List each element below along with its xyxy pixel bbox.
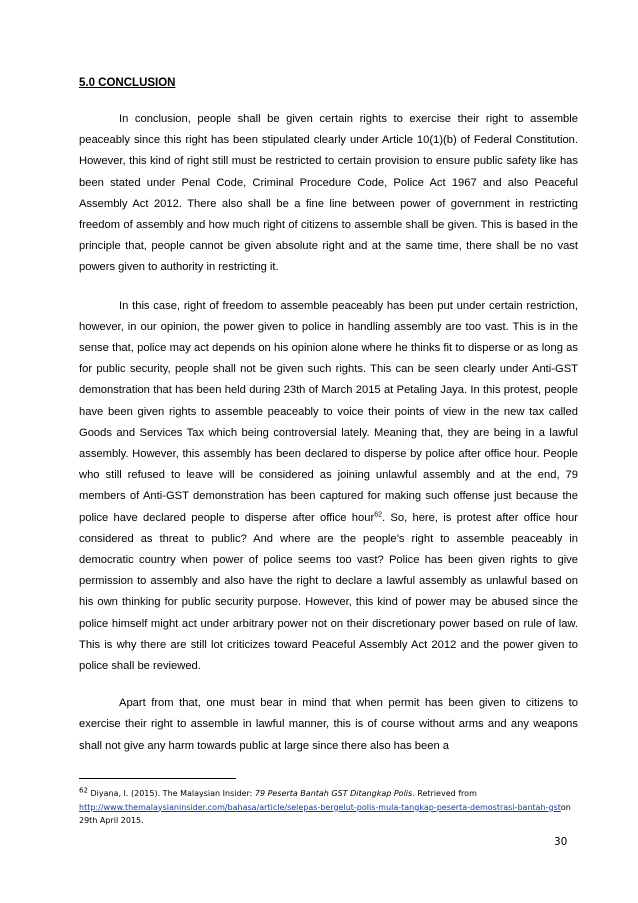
- section-heading: 5.0 CONCLUSION: [79, 77, 176, 89]
- paragraph-1: In conclusion, people shall be given certain rights to exercise their right to assemble peaceably since this right has been stipulated clearly under Article 10(1)(b) of Federal Constitution. However, this kind of right still must be restricted to certain provision to ensure public safety like has been stated under Penal Code, Criminal Procedure Code, Police Act 1967 and also Peaceful Assembly Act 2012. There also shall be a fine line between power of government in restricting freedom of assembly and how much right of citizens to assemble shall be given. This is based in the principle that, people cannot be given absolute right and at the same time, there shall be no vast powers given to authority in restricting it.: [79, 113, 578, 274]
- footnote: [79, 787, 579, 828]
- footnote-reference[interactable]: 62: [374, 510, 382, 518]
- footnote-number: 62: [79, 786, 88, 795]
- page-number: 30: [554, 836, 568, 848]
- footnote-date: on 29th April 2015.: [79, 802, 571, 825]
- paragraph-2: [79, 296, 578, 678]
- paragraph-2-text-before-note: In this case, right of freedom to assemble peaceably has been put under certain restriction, however, in our opinion, the power given to police in handling assembly are too vast. This is in the sense that, police may act depends on his opinion alone where he thinks fit to disperse or as long as for public security, people shall not be given such rights. This can be seen clearly under Anti-GST demonstration that has been held during 23th of March 2015 at Petaling Jaya. In this protest, people have been given rights to assemble peaceably to voice their points of view in the new tax called Goods and Services Tax which being controversial lately. Meaning that, they are being in a lawful assembly. However, this assembly has been declared to disperse by police after office hour. People who still refused to leave will be considered as joining unlawful assembly and at the end, 79 members of Anti-GST demonstration has been captured for making such offense just because the police have declared people to disperse after office hour: [79, 299, 578, 524]
- footnote-author: Diyana, I. (2015). The Malaysian Insider:: [87, 789, 255, 798]
- paragraph-2-text-after-note: . So, here, is protest after office hour considered as threat to public? And where are the people’s right to assemble peaceably in democratic country when power of police seems too vast? Police has been given rights to give permission to assembly and also have the right to declare a lawful assembly as unlawful based on his own thinking for public security purpose. However, this kind of power may be abused since the police himself might act under arbitrary power not on their discretionary power based on rule of law. This is why there are still lot criticizes toward Peaceful Assembly Act 2012 and the power given to police shall be reviewed.: [79, 511, 578, 673]
- paragraph-3: Apart from that, one must bear in mind that when permit has been given to citizens to exercise their right to assemble in lawful manner, this is of course without arms and any weapons shall not give any harm towards public at large since there also has been a: [79, 697, 578, 752]
- footnote-title: 79 Peserta Bantah GST Ditangkap Polis: [254, 789, 413, 798]
- footnote-retrieved: . Retrieved from: [412, 789, 477, 798]
- footnote-separator: [79, 778, 236, 779]
- footnote-link[interactable]: http://www.themalaysianinsider.com/bahasa/article/selepas-bergelut-polis-mula-tangkap-peserta-demostrasi-bantah-gst: [79, 802, 561, 812]
